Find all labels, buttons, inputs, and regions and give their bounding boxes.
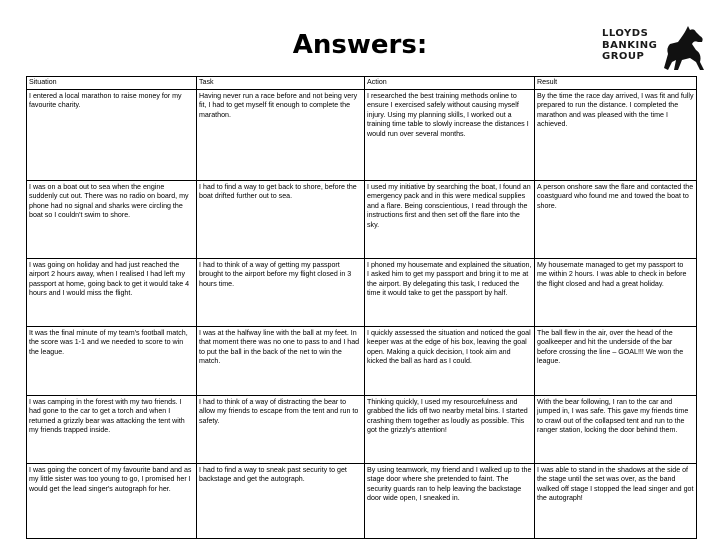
- table-row: [27, 180, 697, 258]
- result-cell: By the time the race day arrived, I was fit and fully prepared to run the distance. I completed the marathon and was pleased with the time I achieved.: [535, 89, 697, 180]
- star-answers-table: [26, 76, 697, 539]
- task-cell: I had to think of a way of getting my passport brought to the airport before my flight closed in 3 hours time.: [197, 258, 365, 326]
- table-row: [27, 326, 697, 395]
- action-cell: I researched the best training methods online to ensure I exercised safely without causing myself injury. Using my planning skills, I worked out a training time table to slowly increase the distances I would run over several months.: [365, 89, 535, 180]
- situation-cell: I was camping in the forest with my two friends. I had gone to the car to get a torch and when I returned a grizzly bear was attacking the tent with my friends trapped inside.: [27, 395, 197, 463]
- logo-line-3: GROUP: [602, 51, 645, 62]
- black-horse-icon: [656, 24, 714, 74]
- header-situation: Situation: [27, 77, 197, 90]
- result-cell: The ball flew in the air, over the head of the goalkeeper and hit the underside of the bar before crossing the line – GOAL!!! We won the league.: [535, 326, 697, 395]
- header-action: Action: [365, 77, 535, 90]
- result-cell: With the bear following, I ran to the car and jumped in, I was safe. This gave my friends time to crawl out of the collapsed tent and run to the ranger station, locking the door behind them.: [535, 395, 697, 463]
- page-title: Answers:: [292, 30, 428, 60]
- task-cell: I had to find a way to get back to shore, before the boat drifted further out to sea.: [197, 180, 365, 258]
- table-header-row: [27, 77, 697, 90]
- task-cell: Having never run a race before and not being very fit, I had to get myself fit enough to complete the marathon.: [197, 89, 365, 180]
- situation-cell: I was going on holiday and had just reached the airport 2 hours away, when I realised I had left my passport at home, going back to get it would take 4 hours and I would miss the flight.: [27, 258, 197, 326]
- situation-cell: I was on a boat out to sea when the engine suddenly cut out. There was no radio on board, my phone had no signal and sharks were circling the boat so I couldn't swim to shore.: [27, 180, 197, 258]
- header-result: Result: [535, 77, 697, 90]
- situation-cell: I was going the concert of my favourite band and as my little sister was too young to go, I promised her I would get the lead singer's autograph for her.: [27, 463, 197, 538]
- situation-cell: I entered a local marathon to raise money for my favourite charity.: [27, 89, 197, 180]
- action-cell: I quickly assessed the situation and noticed the goal keeper was at the edge of his box, leaving the goal open. Making a quick decision, I took aim and kicked the ball as hard as I could.: [365, 326, 535, 395]
- table-row: [27, 463, 697, 538]
- logo-line-1: LLOYDS: [602, 28, 649, 39]
- table-row: [27, 258, 697, 326]
- result-cell: I was able to stand in the shadows at the side of the stage until the set was over, as the band walked off stage I stopped the lead singer and got the autograph!: [535, 463, 697, 538]
- logo-line-2: BANKING: [602, 39, 658, 51]
- table-row: [27, 395, 697, 463]
- logo-text: [602, 28, 657, 63]
- action-cell: I phoned my housemate and explained the situation, I asked him to get my passport and bring it to me at the airport. By delegating this task, I reduced the time it would take to get the passport by half.: [365, 258, 535, 326]
- action-cell: I used my initiative by searching the boat, I found an emergency pack and in this were medical supplies and a flare. Being conscientious, I read through the instructions first and then set off the flare into the sky.: [365, 180, 535, 258]
- result-cell: My housemate managed to get my passport to me within 2 hours. I was able to check in before the flight closed and had a great holiday.: [535, 258, 697, 326]
- task-cell: I had to find a way to sneak past security to get backstage and get the autograph.: [197, 463, 365, 538]
- table-row: [27, 89, 697, 180]
- result-cell: A person onshore saw the flare and contacted the coastguard who found me and towed the boat to shore.: [535, 180, 697, 258]
- action-cell: By using teamwork, my friend and I walked up to the stage door where she pretended to faint. The security guards ran to help leaving the backstage door wide open, I sneaked in.: [365, 463, 535, 538]
- action-cell: Thinking quickly, I used my resourcefulness and grabbed the lids off two nearby metal bins. I started crashing them together as loudly as possible. This got the grizzly's attention!: [365, 395, 535, 463]
- situation-cell: It was the final minute of my team's football match, the score was 1-1 and we needed to score to win the league.: [27, 326, 197, 395]
- task-cell: I had to think of a way of distracting the bear to allow my friends to escape from the tent and run to safety.: [197, 395, 365, 463]
- lloyds-logo: [596, 24, 716, 74]
- task-cell: I was at the halfway line with the ball at my feet. In that moment there was no one to pass to and I had to put the ball in the back of the net to win the match.: [197, 326, 365, 395]
- header-task: Task: [197, 77, 365, 90]
